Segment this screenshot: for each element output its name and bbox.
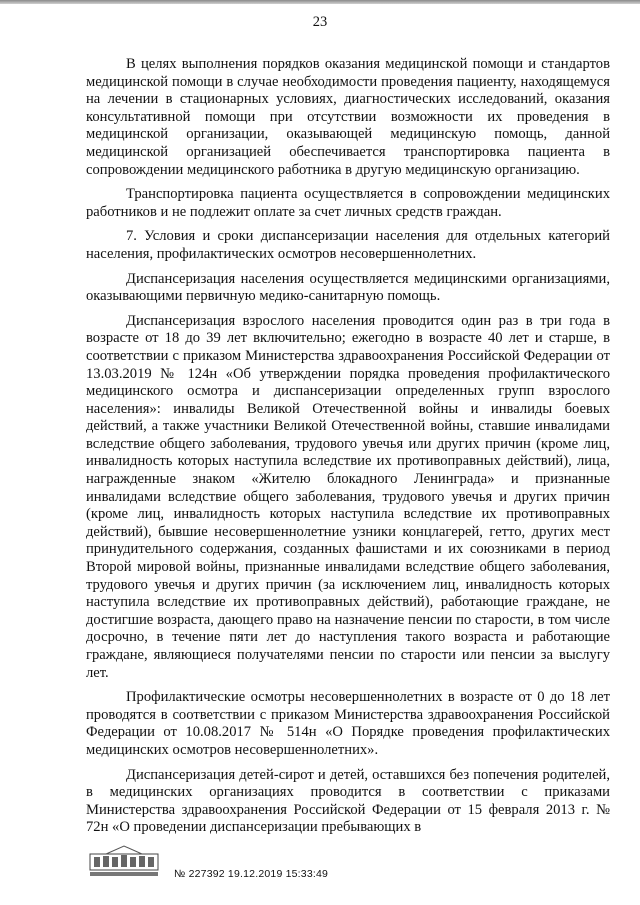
document-id-timestamp: № 227392 19.12.2019 15:33:49 <box>174 868 329 880</box>
paragraph-adult-dispensarization: Диспансеризация взрослого населения проводится один раз в три года в возрасте от 18 до 39 лет включительно; ежегодно в возрасте 40 лет и старше, в соответствии с приказом Министерства здравоохранения Российской Федерации от 13.03.2019 № 124н «Об утверждении порядка проведения профилактического медицинского осмотра и диспансеризации определенных групп взрослого населения»: инвалиды Великой Отечественной войны и инвалиды боевых действий, а также участники Великой Отечественной войны, ставшие инвалидами вследствие общего заболевания, трудового увечья или других причин (кроме лиц, инвалидность которых наступила вследствие их противоправных действий), лица, награжденные знаком «Жителю блокадного Ленинграда» и признанные инвалидами вследствие общего заболевания, трудового увечья и других причин (кроме лиц, инвалидность которых наступила вследствие их противоправных действий), бывшие несовершеннолетние узники концлагерей, гетто, других мест принудительного содержания, созданных фашистами и их союзниками в период Второй мировой войны, признанные инвалидами вследствие общего заболевания, трудового увечья и других причин (за исключением лиц, инвалидность которых наступила вследствие их противоправных действий), работающие граждане, не достигшие возраста, дающего право на назначение пенсии по старости, в том числе досрочно, в течение пяти лет до наступления такого возраста и работающие граждане, являющиеся получателями пенсии по старости или пенсии за выслугу лет. <box>86 312 610 681</box>
paragraph-dispensarization-orgs: Диспансеризация населения осуществляется медицинскими организациями, оказывающими первичную медико-санитарную помощь. <box>86 270 610 305</box>
paragraph-transport-cost: Транспортировка пациента осуществляется в сопровождении медицинских работников и не подлежит оплате за счет личных средств граждан. <box>86 186 610 220</box>
page-number: 23 <box>312 14 328 30</box>
paragraph-orphans-dispensarization: Диспансеризация детей-сирот и детей, оставшихся без попечения родителей, в медицинских организациях проводится в соответствии с приказами Министерства здравоохранения Российской Федерации от 15 февраля 2013 г. № 72н «О проведении диспансеризации пребывающих в <box>86 766 610 836</box>
printing-house-stamp-icon <box>86 844 162 880</box>
section-heading-dispensarization: 7. Условия и сроки диспансеризации населения для отдельных категорий населения, профилактических осмотров несовершеннолетних. <box>86 228 610 262</box>
page-footer <box>86 840 386 886</box>
paragraph-minors-examinations: Профилактические осмотры несовершеннолетних в возрасте от 0 до 18 лет проводятся в соответствии с приказом Министерства здравоохранения Российской Федерации от 10.08.2017 № 514н «О Порядке проведения профилактических медицинских осмотров несовершеннолетних». <box>86 689 610 758</box>
document-body <box>86 56 610 837</box>
scan-edge <box>0 0 640 4</box>
paragraph-transportation: В целях выполнения порядков оказания медицинской помощи и стандартов медицинской помощи в случае необходимости проведения пациенту, находящемуся на лечении в стационарных условиях, диагностических исследований, оказания консультативной помощи при отсутствии возможности их проведения в медицинской организации, оказывающей медицинскую помощь, данной медицинской организацией обеспечивается транспортировка пациента в сопровождении медицинского работника в другую медицинскую организацию. <box>86 56 610 178</box>
